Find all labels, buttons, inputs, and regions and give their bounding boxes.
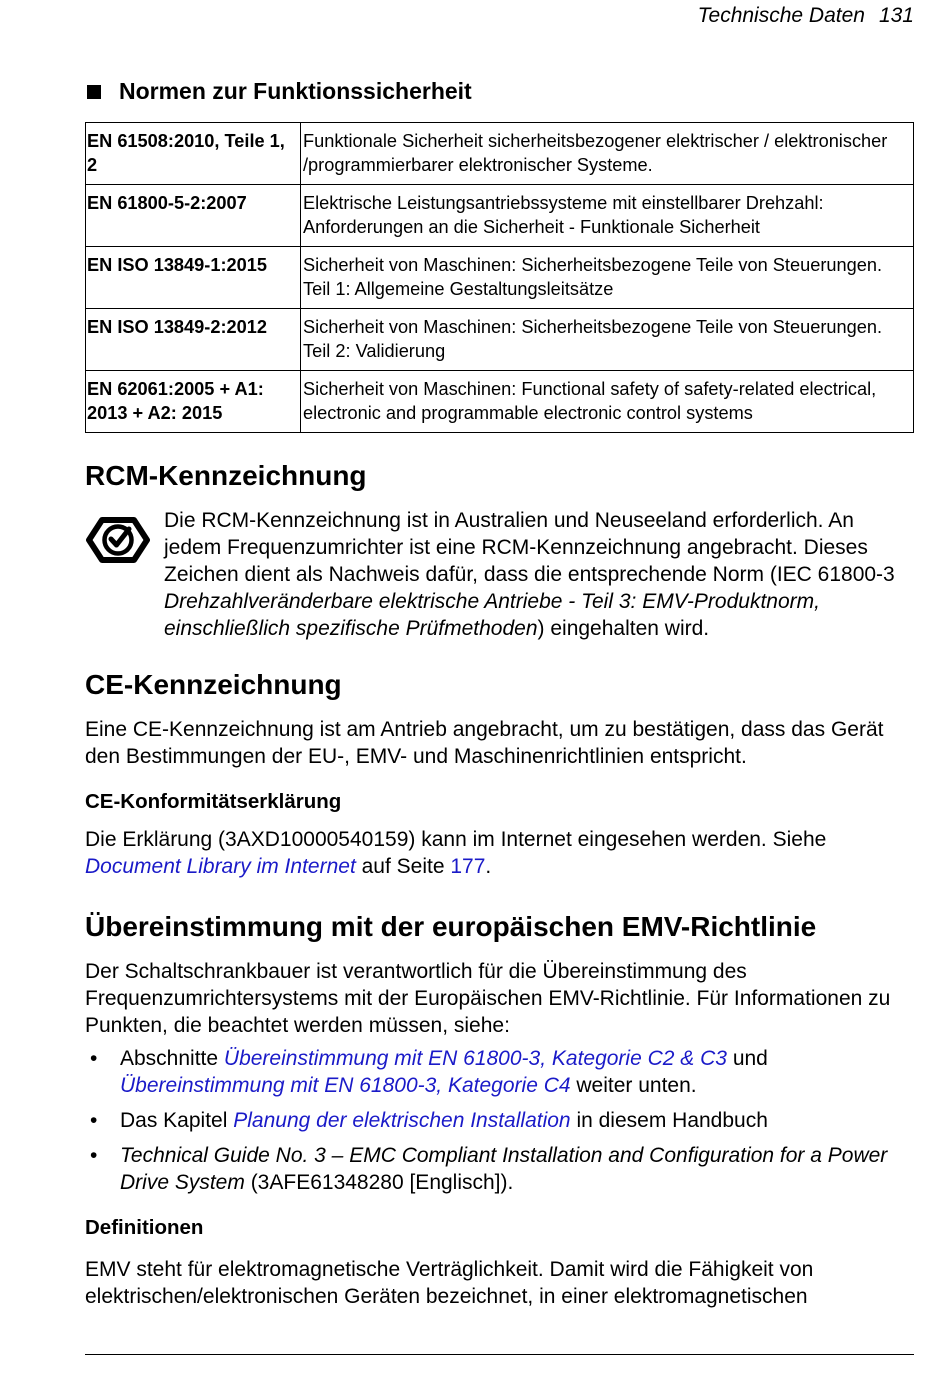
safety-standards-table — [85, 122, 914, 433]
page-reference-link[interactable]: 177 — [450, 855, 486, 878]
page-number: 131 — [878, 4, 914, 27]
footer-divider — [85, 1354, 914, 1355]
standard-code: EN ISO 13849-2:2012 — [86, 309, 301, 371]
table-row — [86, 247, 914, 309]
list-text: (3AFE61348280 [Englisch]). — [244, 1171, 514, 1194]
list-text: weiter unten. — [570, 1074, 697, 1097]
table-row — [86, 309, 914, 371]
declaration-text-part: . — [485, 855, 492, 878]
list-item — [85, 1142, 914, 1196]
rcm-mark-icon — [85, 507, 164, 642]
rcm-text — [164, 507, 914, 642]
installation-planning-link[interactable]: Planung der elektrischen Installation — [233, 1109, 571, 1132]
standard-code: EN 62061:2005 + A1: 2013 + A2: 2015 — [86, 371, 301, 433]
running-head-section: Technische Daten — [697, 4, 865, 27]
list-item — [85, 1045, 914, 1099]
rcm-standard-title: Drehzahlveränderbare elektrische Antriebe - Teil 3: EMV-Produktnorm, einschließlich spezifische Prüfmethoden — [164, 590, 820, 640]
standard-code: EN 61508:2010, Teile 1, 2 — [86, 123, 301, 185]
standard-description: Sicherheit von Maschinen: Functional safety of safety-related electrical, electronic and programmable electronic control systems — [301, 371, 914, 433]
c4-section-link[interactable]: Übereinstimmung mit EN 61800-3, Kategorie C4 — [120, 1074, 571, 1097]
bullet-icon: • — [90, 1047, 98, 1070]
definitions-text: EMV steht für elektromagnetische Verträglichkeit. Damit wird die Fähigkeit von elektrischen/elektronischen Geräten bezeichnet, in einer elektromagnetischen — [85, 1258, 814, 1308]
declaration-text-part: Die Erklärung (3AXD10000540159) kann im Internet eingesehen werden. Siehe — [85, 828, 827, 851]
square-bullet-icon — [87, 85, 101, 99]
emc-intro: Der Schaltschrankbauer ist verantwortlich für die Übereinstimmung des Frequenzumrichtersystems mit der Europäischen EMV-Richtlinie. Für Informationen zu Punkten, die beachtet werden müssen, siehe: — [85, 960, 891, 1037]
ce-text: Eine CE-Kennzeichnung ist am Antrieb angebracht, um zu bestätigen, dass das Gerät den Bestimmungen der EU-, EMV- und Maschinenrichtlinien entspricht. — [85, 718, 884, 768]
list-text: Abschnitte — [120, 1047, 224, 1070]
document-library-link[interactable]: Document Library im Internet — [85, 855, 356, 878]
ce-heading: CE-Kennzeichnung — [85, 669, 342, 700]
definitions-heading: Definitionen — [85, 1216, 204, 1239]
rcm-text-part: Die RCM-Kennzeichnung ist in Australien und Neuseeland erforderlich. An jedem Frequenzumrichter ist eine RCM-Kennzeichnung angebracht. Dieses Zeichen dient als Nachweis dafür, dass die entsprechende Norm (IEC 61800-3 — [164, 509, 895, 586]
standard-description: Funktionale Sicherheit sicherheitsbezogener elektrischer / elektronischer /programmierbarer elektronischer Systeme. — [301, 123, 914, 185]
running-head — [698, 4, 914, 28]
standard-description: Sicherheit von Maschinen: Sicherheitsbezogene Teile von Steuerungen. Teil 1: Allgemeine Gestaltungsleitsätze — [301, 247, 914, 309]
c2-c3-section-link[interactable]: Übereinstimmung mit EN 61800-3, Kategorie C2 & C3 — [223, 1047, 727, 1070]
technical-guide-title: Technical Guide No. 3 – EMC Compliant Installation and Configuration for a Power Drive System — [120, 1144, 888, 1194]
ce-declaration-text — [85, 826, 914, 880]
declaration-text-part: auf Seite — [355, 855, 451, 878]
table-row — [86, 371, 914, 433]
list-text: Das Kapitel — [120, 1109, 234, 1132]
list-text: und — [726, 1047, 768, 1070]
bullet-icon: • — [90, 1144, 98, 1167]
safety-standards-heading — [85, 78, 914, 105]
standard-description: Sicherheit von Maschinen: Sicherheitsbezogene Teile von Steuerungen. Teil 2: Validierung — [301, 309, 914, 371]
emc-reference-list — [85, 1045, 914, 1196]
page-content — [85, 78, 914, 1310]
standard-code: EN ISO 13849-1:2015 — [86, 247, 301, 309]
rcm-heading: RCM-Kennzeichnung — [85, 460, 367, 491]
emc-heading: Übereinstimmung mit der europäischen EMV-Richtlinie — [85, 911, 817, 942]
safety-standards-heading-text: Normen zur Funktionssicherheit — [119, 78, 472, 104]
list-text: in diesem Handbuch — [570, 1109, 768, 1132]
list-item — [85, 1107, 914, 1134]
bullet-icon: • — [90, 1109, 98, 1132]
standard-description: Elektrische Leistungsantriebssysteme mit einstellbarer Drehzahl: Anforderungen an die Sicherheit - Funktionale Sicherheit — [301, 185, 914, 247]
standard-code: EN 61800-5-2:2007 — [86, 185, 301, 247]
table-row — [86, 185, 914, 247]
table-row — [86, 123, 914, 185]
rcm-section — [85, 507, 914, 642]
ce-declaration-heading: CE-Konformitätserklärung — [85, 790, 342, 813]
rcm-text-part: ) eingehalten wird. — [537, 617, 710, 640]
